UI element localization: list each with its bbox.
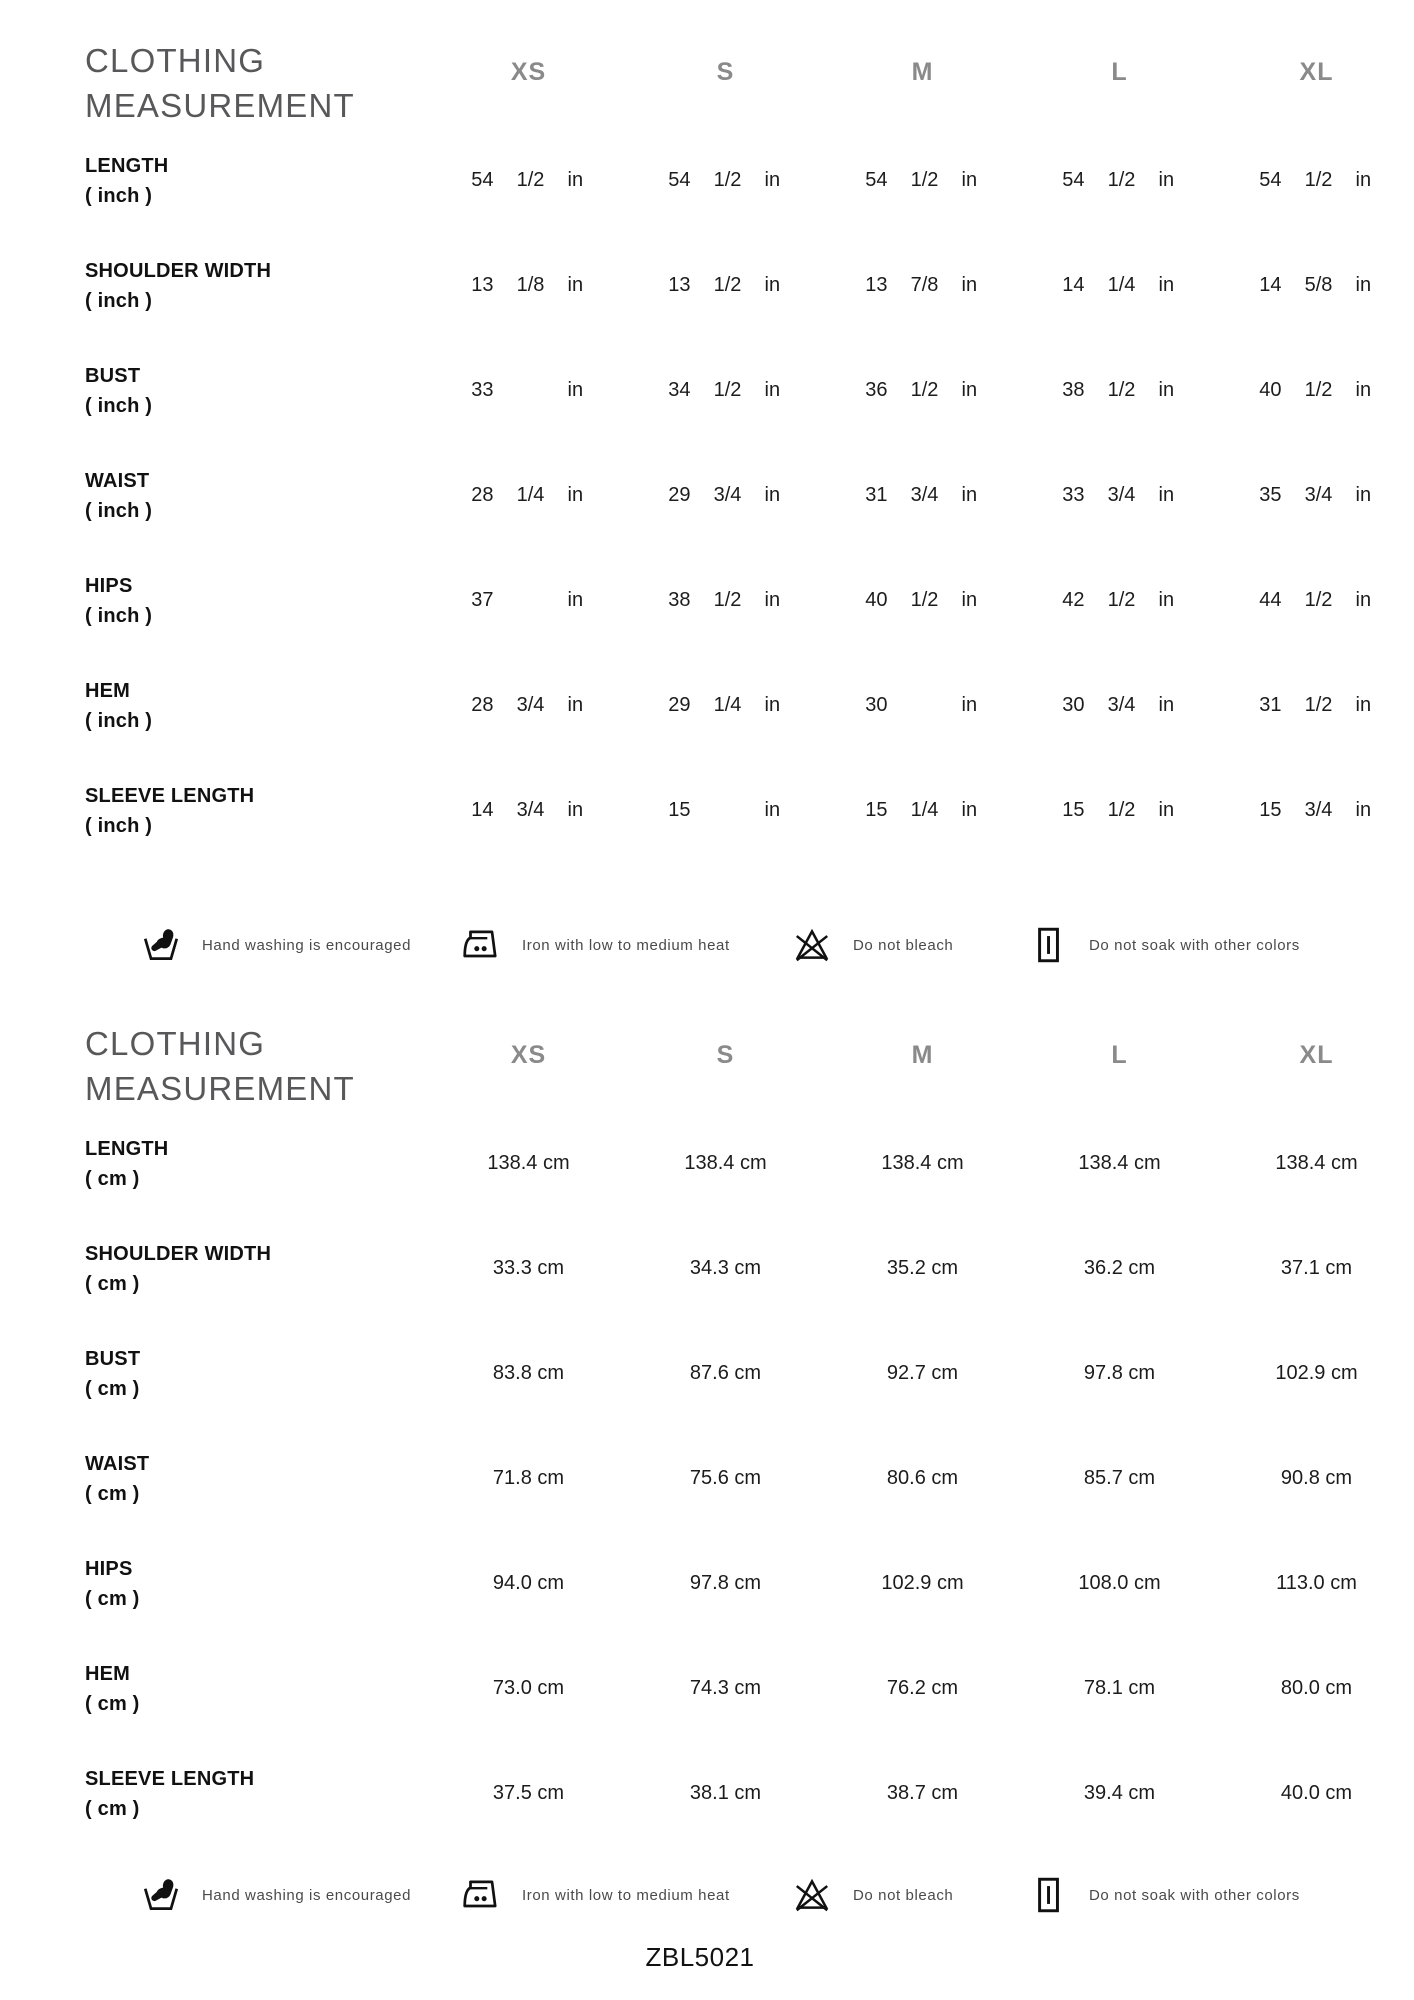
value-unit: in [567, 799, 584, 821]
value-unit: in [764, 169, 781, 191]
value-unit: in [1355, 274, 1372, 296]
value-fraction: 1/2 [1107, 379, 1136, 401]
value-fraction: 1/2 [516, 169, 545, 191]
value-unit: in [1158, 589, 1175, 611]
value-unit: in [1355, 484, 1372, 506]
value-unit: in [1158, 379, 1175, 401]
value-number: 42 [1062, 589, 1085, 611]
measurement-label [85, 256, 430, 316]
care-instruction [140, 1872, 411, 1918]
value-fraction: 1/2 [910, 589, 939, 611]
value-fraction: 3/4 [1304, 799, 1333, 821]
measurement-row [0, 1426, 1414, 1531]
measurement-value [1252, 694, 1382, 717]
value-unit: in [1355, 694, 1372, 716]
value-number: 15 [1259, 799, 1282, 821]
measurement-value: 73.0 cm [492, 1677, 565, 1699]
value-unit: in [764, 379, 781, 401]
value-fraction: 1/4 [713, 694, 742, 716]
measurement-value: 138.4 cm [881, 1152, 964, 1174]
measurement-row [0, 1636, 1414, 1741]
measurement-value: 102.9 cm [881, 1572, 964, 1594]
value-number: 36 [865, 379, 888, 401]
value-number: 15 [668, 799, 691, 821]
measurement-row [0, 338, 1414, 443]
measurement-row [0, 548, 1414, 653]
care-instruction-label: Do not soak with other colors [1089, 1886, 1300, 1904]
value-unit: in [1158, 694, 1175, 716]
value-number: 33 [471, 379, 494, 401]
size-column-header: M [911, 58, 934, 86]
measurement-name: WAIST [85, 1452, 150, 1475]
measurement-value: 75.6 cm [689, 1467, 762, 1489]
measurement-value: 78.1 cm [1083, 1677, 1156, 1699]
value-unit: in [764, 799, 781, 821]
measurement-value: 37.1 cm [1280, 1257, 1353, 1279]
value-number: 13 [865, 274, 888, 296]
value-number: 40 [865, 589, 888, 611]
value-unit: in [764, 694, 781, 716]
value-fraction: 3/4 [1107, 484, 1136, 506]
measurement-value: 80.0 cm [1280, 1677, 1353, 1699]
measurement-value [464, 589, 594, 612]
care-instruction [460, 922, 730, 968]
measurement-value [464, 274, 594, 297]
care-instruction-label: Do not bleach [853, 1886, 954, 1904]
do-not-soak-icon [1027, 1874, 1069, 1916]
care-instruction-label: Do not bleach [853, 936, 954, 954]
value-number: 54 [471, 169, 494, 191]
value-unit: in [1355, 589, 1372, 611]
do-not-bleach-icon [791, 924, 833, 966]
measurement-unit: ( cm ) [85, 1692, 140, 1715]
measurement-value [661, 694, 791, 717]
measurement-value [661, 799, 791, 822]
value-number: 31 [865, 484, 888, 506]
value-fraction: 3/4 [516, 799, 545, 821]
iron-icon [460, 1874, 502, 1916]
measurement-value [464, 484, 594, 507]
measurement-label [85, 1344, 430, 1404]
value-fraction: 1/4 [1107, 274, 1136, 296]
measurement-value [1252, 799, 1382, 822]
value-number: 31 [1259, 694, 1282, 716]
measurement-row [0, 1111, 1414, 1216]
value-fraction: 1/2 [1304, 379, 1333, 401]
value-unit: in [1355, 169, 1372, 191]
care-instruction [460, 1872, 730, 1918]
measurement-label [85, 361, 430, 421]
measurement-value: 94.0 cm [492, 1572, 565, 1594]
measurement-value: 92.7 cm [886, 1362, 959, 1384]
measurement-value [858, 274, 988, 297]
table-header-row [0, 30, 1414, 128]
measurement-label [85, 151, 430, 211]
value-number: 34 [668, 379, 691, 401]
measurement-name: SLEEVE LENGTH [85, 784, 255, 807]
do-not-soak-icon [1027, 924, 1069, 966]
value-number: 37 [471, 589, 494, 611]
measurement-unit: ( cm ) [85, 1377, 140, 1400]
measurement-value: 37.5 cm [492, 1782, 565, 1804]
measurement-value [858, 379, 988, 402]
measurement-value [1055, 274, 1185, 297]
care-instruction [791, 922, 953, 968]
measurement-value: 138.4 cm [487, 1152, 570, 1174]
measurement-name: LENGTH [85, 154, 169, 177]
value-unit: in [961, 799, 978, 821]
measurement-value [858, 169, 988, 192]
measurement-value [661, 589, 791, 612]
table-header-row [0, 1013, 1414, 1111]
value-unit: in [764, 484, 781, 506]
value-number: 33 [1062, 484, 1085, 506]
measurement-value [1252, 589, 1382, 612]
measurement-row [0, 233, 1414, 338]
size-column-header: XS [510, 58, 547, 86]
table-body [0, 1111, 1414, 1846]
value-fraction: 1/4 [910, 799, 939, 821]
value-number: 28 [471, 484, 494, 506]
measurement-value [1252, 169, 1382, 192]
measurement-value: 138.4 cm [1078, 1152, 1161, 1174]
measurement-label [85, 781, 430, 841]
value-fraction: 1/2 [1107, 589, 1136, 611]
value-fraction: 1/2 [713, 274, 742, 296]
table-title-line: MEASUREMENT [85, 1070, 355, 1107]
measurement-value [858, 589, 988, 612]
measurement-name: HIPS [85, 574, 133, 597]
measurement-value: 80.6 cm [886, 1467, 959, 1489]
measurement-value [1055, 799, 1185, 822]
measurement-value: 85.7 cm [1083, 1467, 1156, 1489]
table-title-line: MEASUREMENT [85, 87, 355, 124]
measurement-value [464, 799, 594, 822]
measurement-value [661, 484, 791, 507]
measurement-name: HEM [85, 1662, 131, 1685]
value-fraction [511, 379, 551, 402]
size-column-header: S [716, 58, 735, 86]
measurement-name: SLEEVE LENGTH [85, 1767, 255, 1790]
measurement-value: 113.0 cm [1276, 1572, 1357, 1594]
measurement-value [858, 799, 988, 822]
measurement-value: 36.2 cm [1083, 1257, 1156, 1279]
value-fraction: 1/2 [1304, 694, 1333, 716]
measurement-value: 76.2 cm [886, 1677, 959, 1699]
value-unit: in [567, 274, 584, 296]
measurement-value [1055, 379, 1185, 402]
measurement-unit: ( inch ) [85, 814, 153, 837]
value-fraction: 1/4 [516, 484, 545, 506]
value-fraction [511, 589, 551, 612]
value-number: 54 [668, 169, 691, 191]
measurement-label [85, 1239, 430, 1299]
measurement-value: 138.4 cm [1275, 1152, 1358, 1174]
measurement-value [858, 484, 988, 507]
value-number: 44 [1259, 589, 1282, 611]
value-fraction: 1/2 [1107, 169, 1136, 191]
measurement-unit: ( inch ) [85, 394, 153, 417]
value-unit: in [961, 589, 978, 611]
size-table-cm [0, 1013, 1414, 1846]
care-instruction [140, 922, 411, 968]
size-column-header: XL [1299, 58, 1334, 86]
value-unit: in [567, 694, 584, 716]
size-column-header: XS [510, 1041, 547, 1069]
measurement-label [85, 676, 430, 736]
measurement-value: 97.8 cm [689, 1572, 762, 1594]
measurement-unit: ( cm ) [85, 1272, 140, 1295]
measurement-value: 108.0 cm [1078, 1572, 1161, 1594]
hand-wash-icon [140, 1874, 182, 1916]
value-number: 54 [1259, 169, 1282, 191]
measurement-name: HEM [85, 679, 131, 702]
care-instruction-label: Hand washing is encouraged [202, 1886, 412, 1904]
measurement-value: 34.3 cm [689, 1257, 762, 1279]
measurement-value [1252, 274, 1382, 297]
measurement-value [1055, 694, 1185, 717]
value-unit: in [567, 169, 584, 191]
measurement-name: SHOULDER WIDTH [85, 259, 272, 282]
table-title-line: CLOTHING [85, 1025, 266, 1062]
measurement-label [85, 1554, 430, 1614]
measurement-name: BUST [85, 364, 141, 387]
measurement-unit: ( inch ) [85, 604, 153, 627]
measurement-value [661, 379, 791, 402]
measurement-value [464, 694, 594, 717]
measurement-label [85, 1659, 430, 1719]
care-instruction-label: Iron with low to medium heat [522, 936, 730, 954]
measurement-row [0, 758, 1414, 863]
value-number: 54 [1062, 169, 1085, 191]
measurement-label [85, 571, 430, 631]
measurement-value [1252, 379, 1382, 402]
measurement-row [0, 653, 1414, 758]
value-number: 14 [1259, 274, 1282, 296]
measurement-unit: ( inch ) [85, 499, 153, 522]
value-number: 29 [668, 694, 691, 716]
value-fraction: 7/8 [910, 274, 939, 296]
measurement-name: WAIST [85, 469, 150, 492]
measurement-value [858, 694, 988, 717]
measurement-unit: ( inch ) [85, 709, 153, 732]
care-instructions-row [0, 1872, 1414, 1918]
value-fraction [708, 799, 748, 822]
value-unit: in [1158, 169, 1175, 191]
value-number: 38 [668, 589, 691, 611]
value-fraction: 1/2 [910, 379, 939, 401]
value-number: 14 [1062, 274, 1085, 296]
value-number: 13 [668, 274, 691, 296]
value-unit: in [961, 484, 978, 506]
size-table-inch [0, 30, 1414, 863]
care-instruction-label: Iron with low to medium heat [522, 1886, 730, 1904]
value-unit: in [961, 274, 978, 296]
value-number: 30 [865, 694, 888, 716]
value-fraction: 1/8 [516, 274, 545, 296]
measurement-row [0, 128, 1414, 233]
value-unit: in [961, 694, 978, 716]
value-unit: in [1158, 799, 1175, 821]
measurement-label [85, 466, 430, 526]
value-fraction: 1/2 [910, 169, 939, 191]
value-unit: in [567, 484, 584, 506]
measurement-label [85, 1134, 430, 1194]
measurement-value: 71.8 cm [492, 1467, 565, 1489]
measurement-value: 102.9 cm [1275, 1362, 1358, 1384]
measurement-unit: ( inch ) [85, 184, 153, 207]
measurement-value: 38.1 cm [689, 1782, 762, 1804]
measurement-value: 138.4 cm [684, 1152, 767, 1174]
care-instruction [1027, 1872, 1300, 1918]
value-fraction: 3/4 [516, 694, 545, 716]
measurement-value: 39.4 cm [1083, 1782, 1156, 1804]
measurement-value: 97.8 cm [1083, 1362, 1156, 1384]
value-number: 30 [1062, 694, 1085, 716]
value-number: 38 [1062, 379, 1085, 401]
hand-wash-icon [140, 924, 182, 966]
value-unit: in [567, 379, 584, 401]
size-column-header: XL [1299, 1041, 1334, 1069]
measurement-value [464, 169, 594, 192]
value-number: 40 [1259, 379, 1282, 401]
value-unit: in [1355, 379, 1372, 401]
measurement-value [1252, 484, 1382, 507]
measurement-name: SHOULDER WIDTH [85, 1242, 272, 1265]
measurement-unit: ( inch ) [85, 289, 153, 312]
measurement-value: 83.8 cm [492, 1362, 565, 1384]
value-fraction: 3/4 [713, 484, 742, 506]
measurement-row [0, 1216, 1414, 1321]
measurement-row [0, 1531, 1414, 1636]
value-number: 28 [471, 694, 494, 716]
measurement-unit: ( cm ) [85, 1797, 140, 1820]
measurement-value: 33.3 cm [492, 1257, 565, 1279]
value-number: 29 [668, 484, 691, 506]
measurement-name: BUST [85, 1347, 141, 1370]
measurement-unit: ( cm ) [85, 1167, 140, 1190]
measurement-label [85, 1449, 430, 1509]
table-title-line: CLOTHING [85, 42, 266, 79]
measurement-value: 35.2 cm [886, 1257, 959, 1279]
value-unit: in [1355, 799, 1372, 821]
measurement-value [464, 379, 594, 402]
value-number: 14 [471, 799, 494, 821]
measurement-value [1055, 484, 1185, 507]
value-unit: in [764, 589, 781, 611]
value-fraction: 1/2 [1304, 169, 1333, 191]
size-column-header: L [1111, 58, 1128, 86]
table-title [85, 38, 430, 128]
measurement-value [661, 274, 791, 297]
value-number: 35 [1259, 484, 1282, 506]
value-fraction: 1/2 [713, 169, 742, 191]
value-unit: in [961, 169, 978, 191]
care-instruction-label: Do not soak with other colors [1089, 936, 1300, 954]
measurement-value: 74.3 cm [689, 1677, 762, 1699]
value-fraction: 3/4 [1304, 484, 1333, 506]
measurement-value: 90.8 cm [1280, 1467, 1353, 1489]
do-not-bleach-icon [791, 1874, 833, 1916]
value-fraction: 5/8 [1304, 274, 1333, 296]
value-fraction: 1/2 [713, 589, 742, 611]
product-code: ZBL5021 [645, 1942, 755, 1972]
measurement-name: HIPS [85, 1557, 133, 1580]
value-fraction: 1/2 [1107, 799, 1136, 821]
size-column-header: M [911, 1041, 934, 1069]
value-unit: in [961, 379, 978, 401]
value-number: 54 [865, 169, 888, 191]
measurement-row [0, 1741, 1414, 1846]
value-fraction: 1/2 [1304, 589, 1333, 611]
table-title [85, 1021, 430, 1111]
value-fraction: 1/2 [713, 379, 742, 401]
value-fraction [905, 694, 945, 717]
measurement-value: 38.7 cm [886, 1782, 959, 1804]
measurement-label [85, 1764, 430, 1824]
measurement-value [1055, 169, 1185, 192]
care-instruction [1027, 922, 1300, 968]
value-unit: in [1158, 274, 1175, 296]
measurement-row [0, 1321, 1414, 1426]
value-fraction: 3/4 [1107, 694, 1136, 716]
measurement-value [661, 169, 791, 192]
care-instructions-row [0, 922, 1414, 968]
care-instruction [791, 1872, 953, 1918]
size-column-header: S [716, 1041, 735, 1069]
measurement-row [0, 443, 1414, 548]
value-number: 15 [865, 799, 888, 821]
value-fraction: 3/4 [910, 484, 939, 506]
measurement-unit: ( cm ) [85, 1482, 140, 1505]
size-column-header: L [1111, 1041, 1128, 1069]
measurement-value: 40.0 cm [1280, 1782, 1353, 1804]
value-unit: in [1158, 484, 1175, 506]
value-number: 13 [471, 274, 494, 296]
measurement-value: 87.6 cm [689, 1362, 762, 1384]
value-unit: in [567, 589, 584, 611]
value-unit: in [764, 274, 781, 296]
measurement-name: LENGTH [85, 1137, 169, 1160]
measurement-value [1055, 589, 1185, 612]
iron-icon [460, 924, 502, 966]
measurement-unit: ( cm ) [85, 1587, 140, 1610]
value-number: 15 [1062, 799, 1085, 821]
care-instruction-label: Hand washing is encouraged [202, 936, 412, 954]
table-body [0, 128, 1414, 863]
